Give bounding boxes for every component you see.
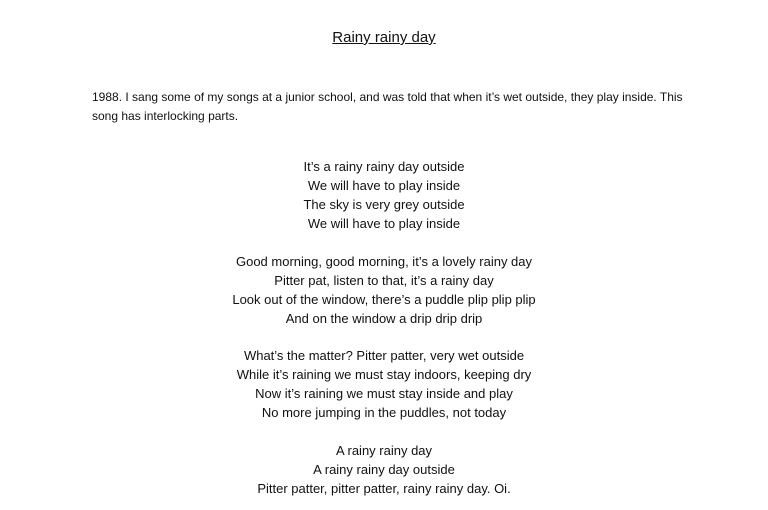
verse-line: No more jumping in the puddles, not today (261, 405, 507, 420)
verse-line: And on the window a drip drip drip (285, 311, 483, 326)
verse-line: A rainy rainy day outside (313, 462, 455, 477)
verse-line: Good morning, good morning, it’s a lovely rainy day (235, 254, 533, 269)
document-title: Rainy rainy day (332, 29, 436, 46)
verse-line: We will have to play inside (307, 178, 461, 193)
verse-line: While it’s raining we must stay indoors, keeping dry (236, 367, 532, 382)
verse-line: We will have to play inside (307, 216, 461, 231)
verse-line: It’s a rainy rainy day outside (303, 159, 465, 174)
verse-line: The sky is very grey outside (303, 197, 465, 212)
verse-line: Pitter pat, listen to that, it’s a rainy day (274, 273, 494, 288)
verse-3 (0, 346, 768, 422)
intro-paragraph: 1988. I sang some of my songs at a junior school, and was told that when it’s wet outside, they play inside. This song has interlocking parts. (92, 90, 683, 123)
verse-line: What’s the matter? Pitter patter, very wet outside (243, 348, 525, 363)
verse-2 (0, 252, 768, 328)
verse-line: A rainy rainy day (335, 443, 433, 458)
verse-1 (0, 157, 768, 233)
verse-line: Pitter patter, pitter patter, rainy rainy day. Oi. (257, 481, 511, 496)
verse-4 (0, 441, 768, 498)
verse-line: Look out of the window, there’s a puddle plip plip plip (232, 292, 536, 307)
verse-line: Now it’s raining we must stay inside and play (255, 386, 513, 401)
